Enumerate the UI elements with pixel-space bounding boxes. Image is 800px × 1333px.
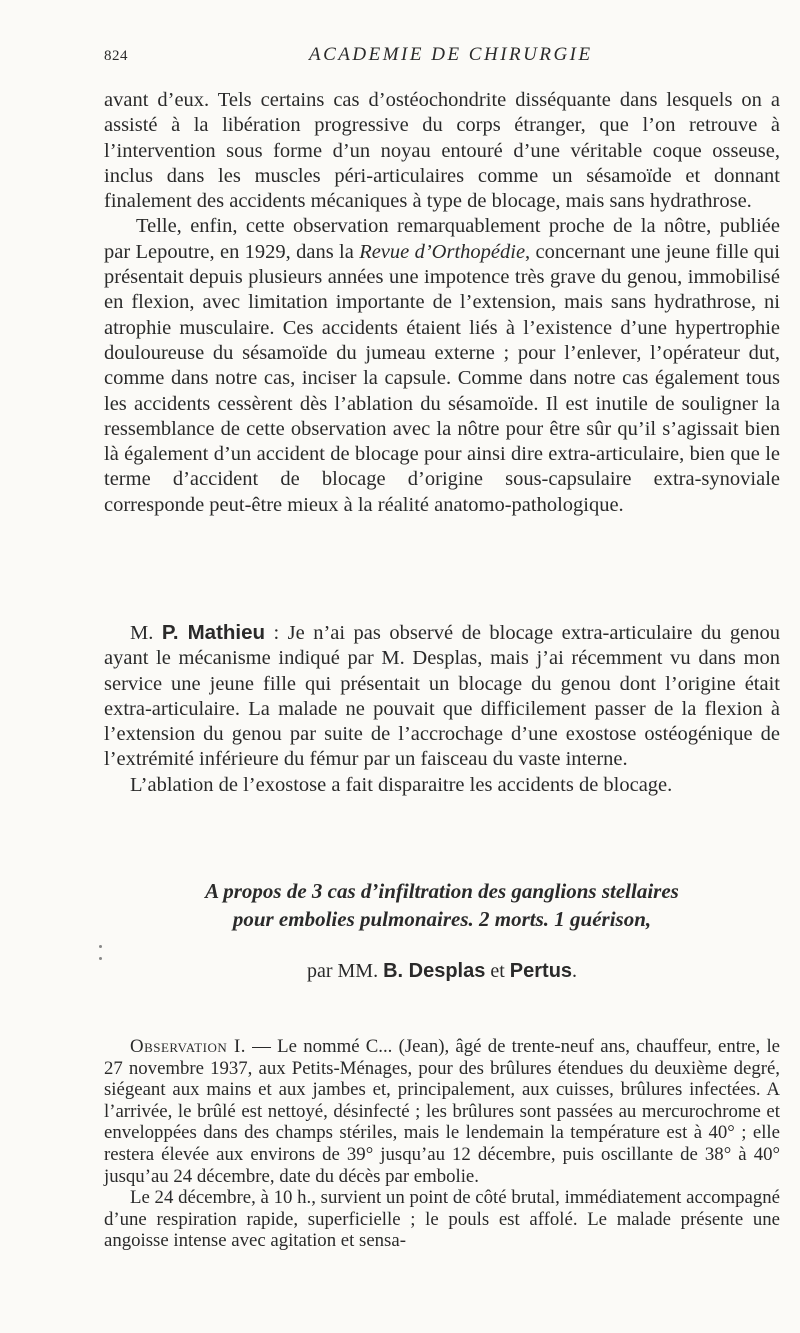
print-speck <box>99 957 102 960</box>
paragraph: Le 24 décembre, à 10 h., survient un point de côté brutal, immédiatement accompagné d’une respiration rapide, superficielle ; le pouls est affolé. Le malade présente une angoisse intense avec agitation et sensa- <box>104 1187 780 1252</box>
section-title <box>104 878 780 933</box>
speaker-name: P. Mathieu <box>161 621 266 644</box>
author-name: Pertus <box>509 960 573 982</box>
journal-citation: Revue d’Orthopédie <box>359 240 526 263</box>
paragraph <box>104 214 780 518</box>
observation-label: Observation I. <box>130 1036 246 1057</box>
paragraph-text: — Le nommé C... (Jean), âgé de trente-neuf ans, chauffeur, entre, le 27 novembre 1937, aux Petits-Ménages, pour des brûlures étendues du deuxième degré, siégeant aux mains et aux jambes et, principalement, aux cuisses, brûlures infectées. A l’arrivée, le brûlé est nettoyé, désinfecté ; les brûlures sont passées au mercurochrome et enveloppées dans des champs stériles, mais le lendemain la température est à 40° ; elle restera élevée aux environs de 39° jusqu’au 12 décembre, puis oscillante de 38° à 40° jusqu’au 24 décembre, date du décès par embolie. <box>104 1036 780 1187</box>
running-header <box>104 44 780 74</box>
page-number: 824 <box>104 48 128 64</box>
byline-prefix: par MM. <box>306 960 384 982</box>
paragraph <box>104 620 780 773</box>
section-title-line: pour embolies pulmonaires. 2 morts. 1 guérison, <box>232 906 652 931</box>
continued-discussion <box>104 88 780 518</box>
journal-title: ACADEMIE DE CHIRURGIE <box>309 44 593 65</box>
byline-conjunction: et <box>485 960 510 982</box>
paragraph <box>104 1036 780 1187</box>
print-speck <box>99 945 102 948</box>
byline <box>104 960 780 983</box>
speaker-prefix: M. <box>130 622 162 644</box>
mathieu-remark <box>104 620 780 798</box>
paragraph-text: Telle, enfin, cette observation remarquablement proche de la nôtre, publiée par Lepoutre, en 1929, dans la <box>104 215 780 263</box>
byline-end: . <box>572 960 578 982</box>
paragraph: avant d’eux. Tels certains cas d’ostéochondrite disséquante dans lesquels on a assisté à la libération progressive du corps étranger, que l’on retrouve à l’intervention sous forme d’un noyau entouré d’une véritable coque osseuse, inclus dans les muscles péri-articulaires comme un sésamoïde et donnant finalement des accidents mécaniques à type de blocage, mais sans hydrathrose. <box>104 89 780 213</box>
paragraph: L’ablation de l’exostose a fait disparaitre les accidents de blocage. <box>130 773 673 796</box>
paragraph-text: : Je n’ai pas observé de blocage extra-articulaire du genou ayant le mécanisme indiqué par M. Desplas, mais j’ai récemment vu dans mon service une jeune fille qui présentait un blocage du genou dont l’origine était extra-articulaire. La malade ne pouvait que difficilement passer de la flexion à l’extension du genou par suite de l’accrochage d’une exostose ostéogénique de l’extrémité inférieure du fémur par un faisceau du vaste interne. <box>104 622 780 771</box>
paragraph-text: , concernant une jeune fille qui présentait depuis plusieurs années une impotence très grave du genou, immobilisé en flexion, avec limitation importante de l’extension, mais sans hydrathrose, ni atrophie musculaire. Ces accidents étaient liés à l’existence d’une hypertrophie douloureuse du sésamoïde du jumeau externe ; pour l’enlever, l’opérateur dut, comme dans notre cas, inciser la capsule. Comme dans notre cas également tous les accidents cessèrent dès l’ablation du sésamoïde. Il est inutile de souligner la ressemblance de cette observation avec la nôtre pour être sûr qu’il s’agissait bien là également d’un accident de blocage pour ainsi dire extra-articulaire, bien que le terme d’accident de blocage d’origine sous-capsulaire extra-synoviale corresponde peut-être mieux à la réalité anatomo-pathologique. <box>104 240 780 516</box>
section-title-line: A propos de 3 cas d’infiltration des ganglions stellaires <box>205 879 679 903</box>
observation-text <box>104 1036 780 1252</box>
author-name: B. Desplas <box>383 960 486 982</box>
